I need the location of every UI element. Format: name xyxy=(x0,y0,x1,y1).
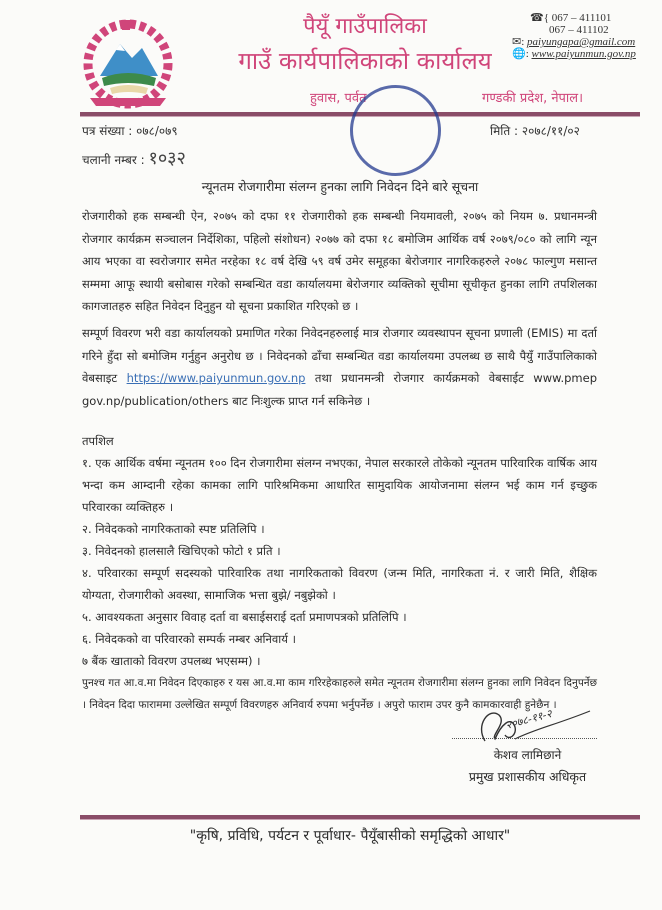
dispatch-label: चलानी नम्बर : xyxy=(82,153,145,167)
schedule-item: ४. परिवारका सम्पूर्ण सदस्यको पारिवारिक तथा नागरिकताको विवरण (जन्म मिति, नागरिकता नं. र जारी मिति, शैक्षिक योग्यता, रोजगारीको अवस्था, सामाजिक भत्ता बुझे/ नबुझेको । xyxy=(82,566,597,602)
paragraph-1: रोजगारीको हक सम्बन्धी ऐन, २०७५ को दफा ११ रोजगारीको हक सम्बन्धी नियमावली, २०७५ को नियम ७. प्रधानमन्त्री रोजगार कार्यक्रम सञ्चालन निर्देशिका, पहिलो संशोधन) २०७७ को दफा १८ बमोजिम आर्थिक वर्ष २०७९/०८० को लागि न्यून आय भएका वा स्वरोजगार समेत नरहेका १८ वर्ष देखि ५९ वर्ष उमेर समूहका बेरोजगार नागरिकहरुले २०७८ फाल्गुण मसान्त सम्ममा आफू स्थायी बसोबास गरेको सम्बन्धित वडा कार्यालयमा बेरोजगार व्यक्तिको सूचीमा सूचीकृत हुनका लागि तपशिलका कागजातहरु सहित निवेदन दिनुहुन यो सूचना प्रकाशित गरिएको छ । xyxy=(82,209,597,313)
nepal-emblem-icon xyxy=(80,14,176,114)
location-left: हुवास, पर्वत xyxy=(310,91,367,106)
notice-subject: न्यूनतम रोजगारीमा संलग्न हुनका लागि निवेदन दिने बारे सूचना xyxy=(201,179,479,194)
location-right: गण्डकी प्रदेश, नेपाल। xyxy=(482,91,584,106)
municipality-website-link[interactable]: https://www.paiyunmun.gov.np xyxy=(126,371,306,385)
signatory-title: प्रमुख प्रशासकीय अधिकृत xyxy=(468,769,587,784)
office-name: गाउँ कार्यपालिकाको कार्यालय xyxy=(238,47,492,75)
signature-date: २०७८-११-२ xyxy=(504,707,554,732)
schedule-item: ३. निवेदनको हालसालै खिचिएको फोटो १ प्रति । xyxy=(82,544,281,558)
phone-2: 067 – 411102 xyxy=(549,24,609,36)
footer-slogan: "कृषि, प्रविधि, पर्यटन र पूर्वाधार- पैयूँबासीको समृद्धिको आधार" xyxy=(189,828,511,844)
footer-divider xyxy=(80,815,640,820)
schedule-item: ७ बैंक खाताको विवरण उपलब्ध भएसम्म) । xyxy=(82,654,261,668)
phone-1: 067 – 411101 xyxy=(551,12,612,24)
contact-block xyxy=(512,12,636,60)
paragraph-2-text-b: तथा प्रधानमन्त्री रोजगार कार्यक्रमको वेबसाईट www.pmep gov.np/publication/others बाट निःशुल्क प्राप्त गर्न सकिनेछ । xyxy=(82,371,598,408)
schedule-item: ६. निवेदकको वा परिवारको सम्पर्क नम्बर अनिवार्य । xyxy=(82,632,296,646)
schedule-heading: तपशिल xyxy=(82,434,114,448)
email-link[interactable]: paiyungapa@gmail.com xyxy=(527,36,636,48)
signatory-name: केशव लामिछाने xyxy=(493,748,562,762)
paragraph-2 xyxy=(82,322,597,412)
signature-line xyxy=(452,738,597,739)
email-icon: ✉: xyxy=(512,36,528,48)
schedule-item: १. एक आर्थिक वर्षमा न्यूनतम १०० दिन रोजगारीमा संलग्न नभएका, नेपाल सरकारले तोकेको न्यूनतम पारिवारिक वार्षिक आय भन्दा कम आम्दानी रहेका कामका लागि पारिश्रमिकमा आधारित सामुदायिक आयोजनामा संलग्न भई काम गर्न इच्छुक परिवारका व्यक्तिहरु । xyxy=(82,456,597,514)
phone-icon: ☎{ xyxy=(530,12,552,24)
dispatch-number xyxy=(82,146,186,170)
letter-date: मिति : २०७८/११/०२ xyxy=(490,124,580,138)
schedule-item: ५. आवश्यकता अनुसार विवाह दर्ता वा बसाईसराई दर्ता प्रमाणपत्रको प्रतिलिपि । xyxy=(82,610,407,624)
closing-note: पुनश्च गत आ.व.मा निवेदन दिएकाहरु र यस आ.व.मा काम गरिरहेकाहरुले समेत न्यूनतम रोजगारीमा संलग्न हुनका लागि निवेदन दिनुपर्नेछ । निवेदन दिदा फाराममा उल्लेखित सम्पूर्ण विवरणहरु अनिवार्य रुपमा भर्नुपर्नेछ । अपुरो फाराम उपर कुनै कामकारवाही हुनेछैन । xyxy=(82,677,597,711)
office-stamp xyxy=(350,85,441,176)
schedule-item: २. निवेदकको नागरिकताको स्पष्ट प्रतिलिपि । xyxy=(82,522,265,536)
letter-number: पत्र संख्या : ०७८/०७९ xyxy=(82,124,178,138)
org-name: पैयूँ गाउँपालिका xyxy=(303,14,427,39)
globe-icon: 🌐: xyxy=(512,48,532,60)
dispatch-value: १०३२ xyxy=(148,148,186,169)
paragraph-2-text-a: सम्पूर्ण विवरण भरी वडा कार्यालयको प्रमाणित गरेका निवेदनहरुलाई मात्र रोजगार व्यवस्थापन सूचना प्रणाली (EMIS) मा दर्ता गरिने हुँदा सो बमोजिम गर्नुहुन अनुरोध छ । निवेदनको ढाँचा सम्बन्धित वडा कार्यालयमा उपलब्ध छ साथै पैयुँ गाउँपालिकाको वेबसाइट xyxy=(82,326,597,385)
website-link[interactable]: www.paiyunmun.gov.np xyxy=(531,48,636,60)
